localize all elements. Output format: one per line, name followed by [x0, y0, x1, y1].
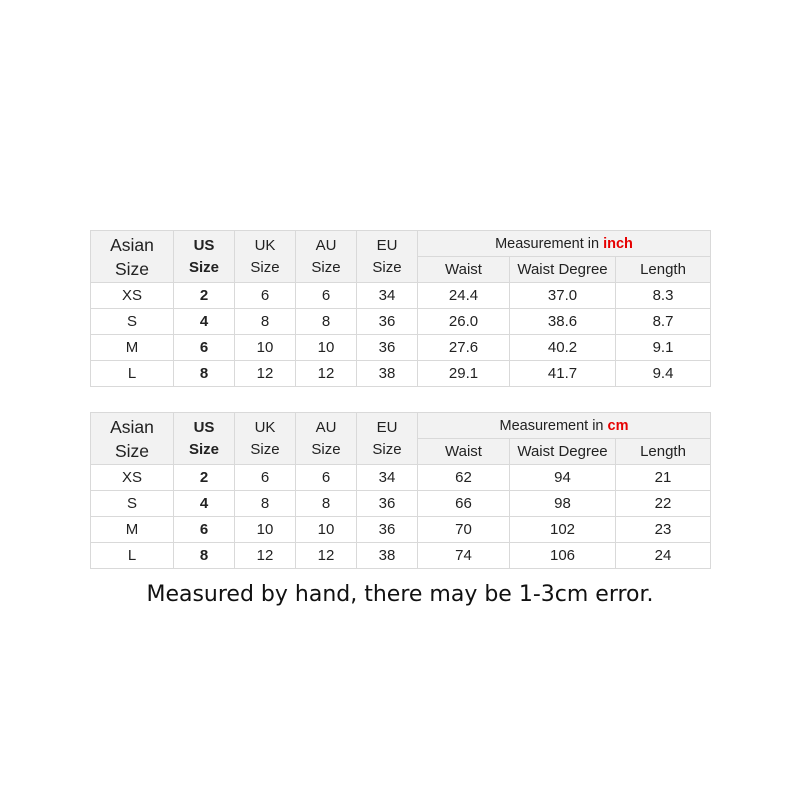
waist-degree-cell: 37.0 — [510, 283, 616, 309]
asian-size-cell: XS — [91, 283, 174, 309]
measurement-unit: inch — [603, 235, 633, 252]
waist-degree-header: Waist Degree — [510, 257, 616, 283]
waist-degree-cell: 102 — [510, 517, 616, 543]
header-row — [91, 231, 711, 257]
length-header: Length — [616, 439, 711, 465]
waist-degree-cell: 41.7 — [510, 361, 616, 387]
au-size-header: AU Size — [296, 231, 357, 283]
au-size-cell: 8 — [296, 491, 357, 517]
measurement-unit: cm — [607, 417, 629, 434]
asian-size-cell: XS — [91, 465, 174, 491]
waist-degree-header: Waist Degree — [510, 439, 616, 465]
length-cell: 9.4 — [616, 361, 711, 387]
us-size-cell: 4 — [174, 309, 235, 335]
uk-size-cell: 10 — [235, 517, 296, 543]
asian-size-cell: L — [91, 361, 174, 387]
asian-size-cell: S — [91, 309, 174, 335]
length-cell: 8.7 — [616, 309, 711, 335]
au-size-cell: 10 — [296, 517, 357, 543]
asian-size-header: Asian Size — [91, 413, 174, 465]
us-size-cell: 8 — [174, 361, 235, 387]
length-cell: 8.3 — [616, 283, 711, 309]
length-cell: 21 — [616, 465, 711, 491]
au-size-cell: 12 — [296, 543, 357, 569]
eu-size-cell: 34 — [357, 283, 418, 309]
length-cell: 9.1 — [616, 335, 711, 361]
au-size-cell: 8 — [296, 309, 357, 335]
au-size-cell: 6 — [296, 465, 357, 491]
table-row — [91, 543, 711, 569]
au-size-cell: 6 — [296, 283, 357, 309]
us-size-cell: 2 — [174, 283, 235, 309]
asian-size-cell: M — [91, 517, 174, 543]
eu-size-header: EU Size — [357, 231, 418, 283]
size-table-inch — [90, 230, 711, 387]
measurement-header: Measurement in cm — [418, 413, 711, 439]
asian-size-cell: M — [91, 335, 174, 361]
us-size-header: US Size — [174, 413, 235, 465]
waist-cell: 24.4 — [418, 283, 510, 309]
asian-size-header: Asian Size — [91, 231, 174, 283]
table-row — [91, 491, 711, 517]
eu-size-header: EU Size — [357, 413, 418, 465]
asian-size-cell: L — [91, 543, 174, 569]
length-cell: 23 — [616, 517, 711, 543]
size-table-cm — [90, 412, 711, 569]
us-size-cell: 4 — [174, 491, 235, 517]
uk-size-cell: 10 — [235, 335, 296, 361]
table-row — [91, 465, 711, 491]
waist-cell: 29.1 — [418, 361, 510, 387]
table-row — [91, 335, 711, 361]
waist-header: Waist — [418, 439, 510, 465]
eu-size-cell: 36 — [357, 517, 418, 543]
us-size-cell: 8 — [174, 543, 235, 569]
us-size-cell: 6 — [174, 517, 235, 543]
table-row — [91, 309, 711, 335]
us-size-header: US Size — [174, 231, 235, 283]
uk-size-cell: 12 — [235, 543, 296, 569]
length-header: Length — [616, 257, 711, 283]
table-row — [91, 517, 711, 543]
eu-size-cell: 36 — [357, 491, 418, 517]
waist-cell: 26.0 — [418, 309, 510, 335]
waist-cell: 27.6 — [418, 335, 510, 361]
uk-size-cell: 8 — [235, 309, 296, 335]
au-size-cell: 10 — [296, 335, 357, 361]
waist-degree-cell: 40.2 — [510, 335, 616, 361]
uk-size-cell: 8 — [235, 491, 296, 517]
eu-size-cell: 34 — [357, 465, 418, 491]
measurement-note: Measured by hand, there may be 1-3cm error. — [146, 582, 654, 607]
length-cell: 22 — [616, 491, 711, 517]
table-row — [91, 361, 711, 387]
waist-degree-cell: 106 — [510, 543, 616, 569]
eu-size-cell: 36 — [357, 335, 418, 361]
waist-cell: 70 — [418, 517, 510, 543]
uk-size-cell: 6 — [235, 283, 296, 309]
eu-size-cell: 36 — [357, 309, 418, 335]
waist-degree-cell: 38.6 — [510, 309, 616, 335]
measurement-header: Measurement in inch — [418, 231, 711, 257]
table-row — [91, 283, 711, 309]
au-size-header: AU Size — [296, 413, 357, 465]
waist-header: Waist — [418, 257, 510, 283]
waist-degree-cell: 98 — [510, 491, 616, 517]
uk-size-cell: 6 — [235, 465, 296, 491]
waist-cell: 74 — [418, 543, 510, 569]
uk-size-header: UK Size — [235, 231, 296, 283]
us-size-cell: 6 — [174, 335, 235, 361]
length-cell: 24 — [616, 543, 711, 569]
eu-size-cell: 38 — [357, 361, 418, 387]
us-size-cell: 2 — [174, 465, 235, 491]
eu-size-cell: 38 — [357, 543, 418, 569]
uk-size-header: UK Size — [235, 413, 296, 465]
asian-size-cell: S — [91, 491, 174, 517]
waist-degree-cell: 94 — [510, 465, 616, 491]
waist-cell: 66 — [418, 491, 510, 517]
au-size-cell: 12 — [296, 361, 357, 387]
waist-cell: 62 — [418, 465, 510, 491]
header-row — [91, 413, 711, 439]
uk-size-cell: 12 — [235, 361, 296, 387]
